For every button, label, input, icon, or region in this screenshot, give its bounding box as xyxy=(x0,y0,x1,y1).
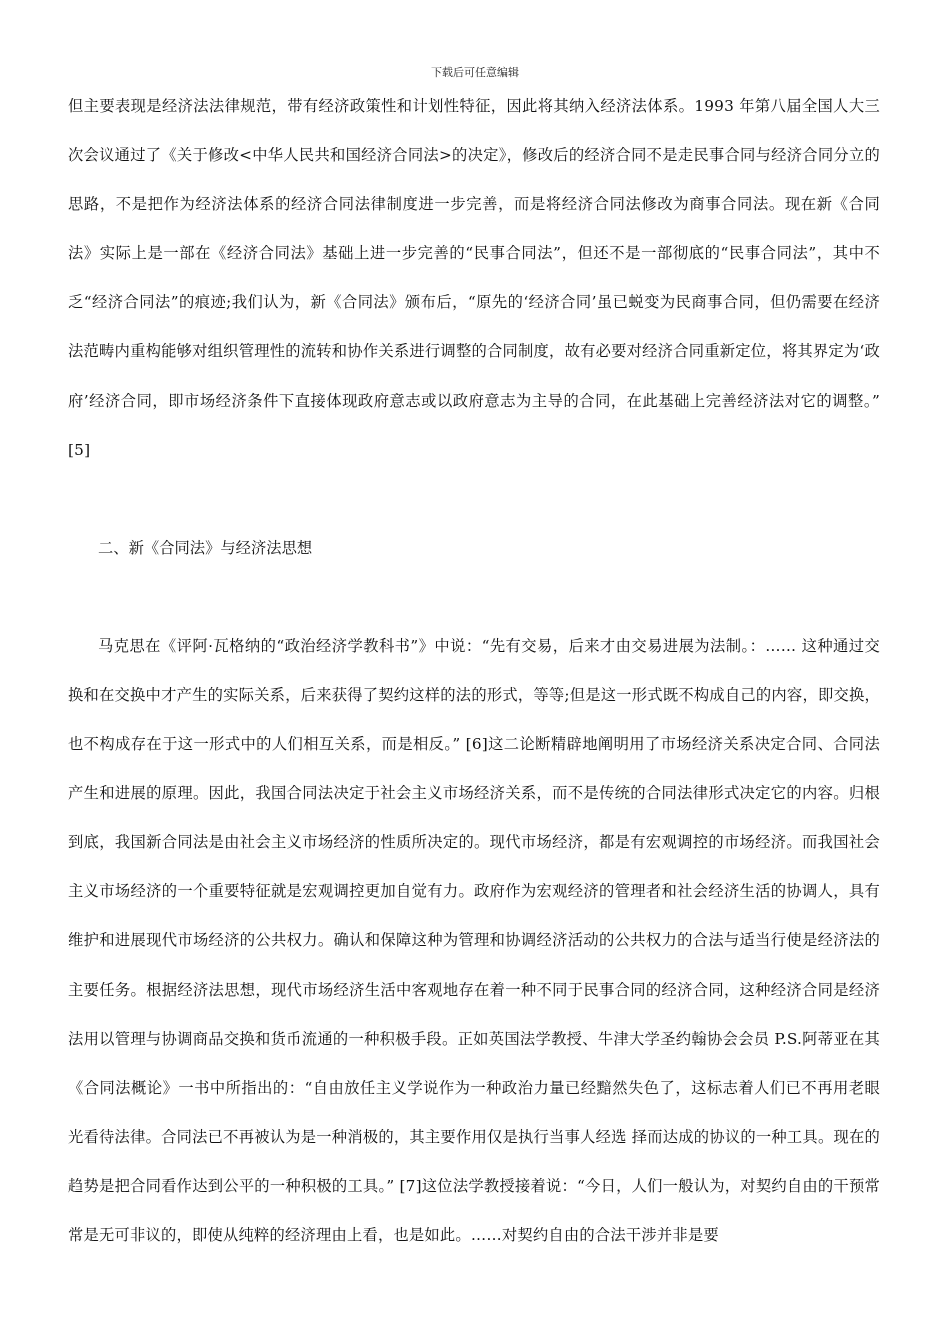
paragraph-marx-quote: 马克思在《评阿·瓦格纳的“政治经济学教科书”》中说：“先有交易，后来才由交易进展为法制。：…… 这种通过交换和在交换中才产生的实际关系，后来获得了契约这样的法的形式，等等;但是这一形式既不构成自己的内容，即交换，也不构成存在于这一形式中的人们相互关系，而是相反。” [6]这二论断精辟地阐明用了市场经济关系决定合同、合同法产生和进展的原理。因此，我国合同法决定于社会主义市场经济关系，而不是传统的合同法律形式决定它的内容。归根到底，我国新合同法是由社会主义市场经济的性质所决定的。现代市场经济，都是有宏观调控的市场经济。而我国社会主义市场经济的一个重要特征就是宏观调控更加自觉有力。政府作为宏观经济的管理者和社会经济生活的协调人，具有维护和进展现代市场经济的公共权力。确认和保障这种为管理和协调经济活动的公共权力的合法与适当行使是经济法的主要任务。根据经济法思想，现代市场经济生活中客观地存在着一种不同于民事合同的经济合同，这种经济合同是经济法用以管理与协调商品交换和货币流通的一种积极手段。正如英国法学教授、牛津大学圣约翰协会会员 P.S.阿蒂亚在其《合同法概论》一书中所指出的：“自由放任主义学说作为一种政治力量已经黯然失色了，这标志着人们已不再用老眼光看待法律。合同法已不再被认为是一种消极的，其主要作用仅是执行当事人经选 择而达成的协议的一种工具。现在的趋势是把合同看作达到公平的一种积极的工具。” [7]这位法学教授接着说：“今日，人们一般认为，对契约自由的干预常常是无可非议的，即使从纯粹的经济理由上看，也是如此。……对契约自由的合法干涉并非是要 xyxy=(68,636,880,1244)
section-heading: 二、新《合同法》与经济法思想 xyxy=(98,538,313,557)
paragraph-gap xyxy=(68,475,880,524)
watermark-text: 下载后可任意编辑 xyxy=(431,66,519,79)
paragraph-continuation: 但主要表现是经济法法律规范，带有经济政策性和计划性特征，因此将其纳入经济法体系。1993 年第八届全国人大三次会议通过了《关于修改<中华人民共和国经济合同法>的决定》，修改后的经济合同不是走民事合同与经济合同分立的思路，不是把作为经济法体系的经济合同法律制度进一步完善，而是将经济合同法修改为商事合同法。现在新《合同法》实际上是一部在《经济合同法》基础上进一步完善的“民事合同法”，但还不是一部彻底的“民事合同法”，其中不乏“经济合同法”的痕迹;我们认为，新《合同法》颁布后，“原先的‘经济合同’虽已蜕变为民商事合同，但仍需要在经济法范畴内重构能够对组织管理性的流转和协作关系进行调整的合同制度，故有必要对经济合同重新定位，将其界定为‘政府’经济合同，即市场经济条件下直接体现政府意志或以政府意志为主导的合同，在此基础上完善经济法对它的调整。” [5] xyxy=(68,97,880,459)
paragraph-gap xyxy=(68,573,880,622)
document-body xyxy=(68,82,880,1260)
